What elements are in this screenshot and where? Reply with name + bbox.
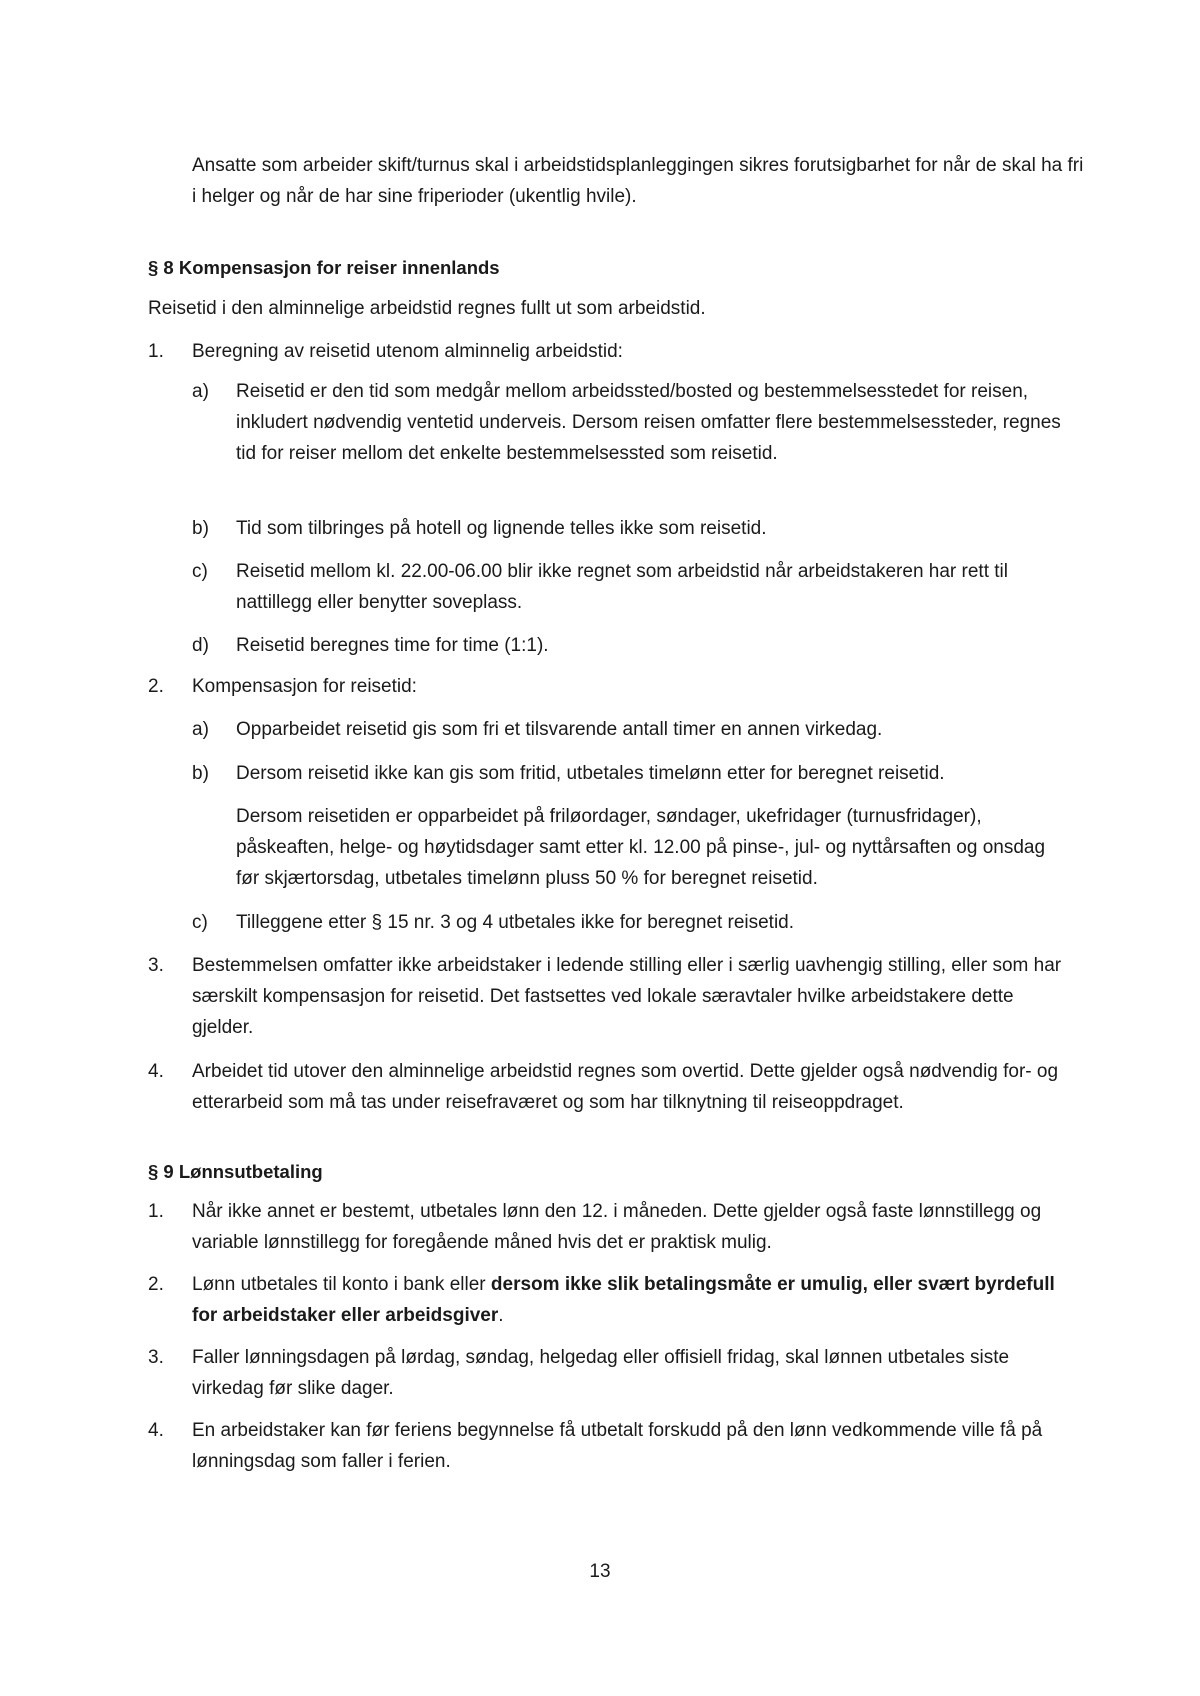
intro-paragraph: Ansatte som arbeider skift/turnus skal i arbeidstidsplanleggingen sikres forutsigbarhet for når de skal ha fri i helger og når de har sine friperioder (ukentlig hvile).: [192, 155, 1084, 207]
item-number: 1.: [148, 341, 164, 362]
item-number: 2.: [148, 676, 164, 697]
item-text: Tilleggene etter § 15 nr. 3 og 4 utbetales ikke for beregnet reisetid.: [236, 912, 795, 933]
item-text: Faller lønningsdagen på lørdag, søndag, helgedag eller offisiell fridag, skal lønnen utbetales siste virkedag før slike dager.: [192, 1347, 1010, 1399]
item-text: Arbeidet tid utover den alminnelige arbeidstid regnes som overtid. Dette gjelder også nødvendig for- og etterarbeid som må tas under reisefraværet og som har tilknytning til reiseoppdraget.: [192, 1061, 1059, 1113]
item-letter: b): [192, 518, 209, 539]
item-letter: a): [192, 381, 209, 402]
item-letter: a): [192, 719, 209, 740]
item-letter: c): [192, 561, 208, 582]
item-text: Bestemmelsen omfatter ikke arbeidstaker i ledende stilling eller i særlig uavhengig stilling, eller som har særskilt kompensasjon for reisetid. Det fastsettes ved lokale særavtaler hvilke arbeidstakere dette gjelder.: [192, 955, 1062, 1038]
item-text: Tid som tilbringes på hotell og lignende telles ikke som reisetid.: [236, 518, 767, 539]
item-number: 3.: [148, 1347, 164, 1368]
item-number: 2.: [148, 1274, 164, 1295]
item-number: 1.: [148, 1201, 164, 1222]
item-number: 4.: [148, 1420, 164, 1441]
item-number: 3.: [148, 955, 164, 976]
item-text-plain: Lønn utbetales til konto i bank eller: [192, 1274, 491, 1295]
item-text-bold: dersom ikke slik betalingsmåte er umulig, eller svært byrdefull for arbeidstaker eller arbeidsgiver: [192, 1274, 1055, 1326]
item-letter: b): [192, 763, 209, 784]
item-text: En arbeidstaker kan før feriens begynnelse få utbetalt forskudd på den lønn vedkommende ville få på lønningsdag som faller i ferien.: [192, 1420, 1043, 1472]
item-text: [192, 1269, 1072, 1331]
section-8-item-2b-note: Dersom reisetiden er opparbeidet på friløordager, søndager, ukefridager (turnusfridager), påskeaften, helge- og høytidsdager samt etter kl. 12.00 på pinse-, jul- og nyttårsaften og onsdag før skjærtorsdag, utbetales timelønn pluss 50 % for beregnet reisetid.: [236, 806, 1046, 889]
section-9-heading: § 9 Lønnsutbetaling: [148, 1161, 323, 1182]
item-text: Reisetid beregnes time for time (1:1).: [236, 635, 549, 656]
item-number: 4.: [148, 1061, 164, 1082]
item-text: Reisetid er den tid som medgår mellom arbeidssted/bosted og bestemmelsesstedet for reisen, inkludert nødvendig ventetid underveis. Dersom reisen omfatter flere bestemmelsessteder, regnes tid for reiser mellom det enkelte bestemmelsessted som reisetid.: [236, 381, 1061, 464]
item-text: Reisetid mellom kl. 22.00-06.00 blir ikke regnet som arbeidstid når arbeidstakeren har rett til nattillegg eller benytter soveplass.: [236, 561, 1008, 613]
section-8-intro: Reisetid i den alminnelige arbeidstid regnes fullt ut som arbeidstid.: [148, 298, 706, 319]
item-text: Opparbeidet reisetid gis som fri et tilsvarende antall timer en annen virkedag.: [236, 719, 883, 740]
section-8-heading: § 8 Kompensasjon for reiser innenlands: [148, 257, 500, 278]
item-letter: d): [192, 635, 209, 656]
page-number: 13: [589, 1561, 611, 1582]
item-text: Dersom reisetid ikke kan gis som fritid, utbetales timelønn etter for beregnet reisetid.: [236, 763, 945, 784]
item-text: Når ikke annet er bestemt, utbetales lønn den 12. i måneden. Dette gjelder også faste lønnstillegg og variable lønnstillegg for foregående måned hvis det er praktisk mulig.: [192, 1201, 1042, 1253]
item-letter: c): [192, 912, 208, 933]
item-text: Beregning av reisetid utenom alminnelig arbeidstid:: [192, 341, 623, 362]
item-text: Kompensasjon for reisetid:: [192, 676, 417, 697]
item-text-end: .: [498, 1305, 504, 1326]
